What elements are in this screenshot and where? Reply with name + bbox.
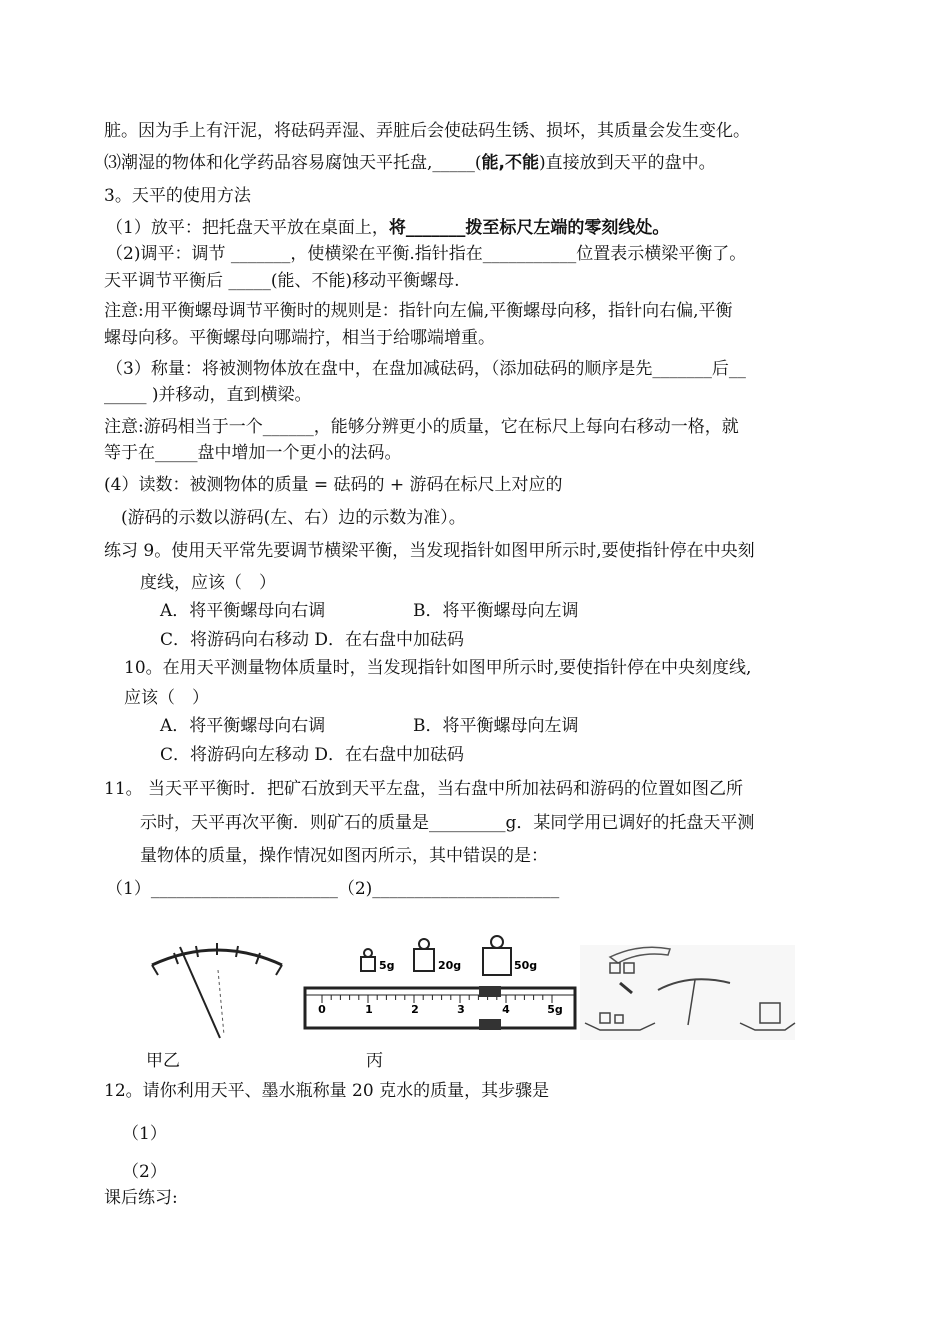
step-place [106, 216, 669, 240]
tick-label: 3 [457, 1003, 465, 1016]
weight-label: 50g [514, 959, 538, 972]
text-line: 示时，天平再次平衡．则矿石的质量是_________g．某同学用已调好的托盘天平测 [140, 813, 755, 833]
weight-label: 5g [379, 959, 395, 972]
text-segment: （1）放平：把托盘天平放在桌面上， [106, 218, 389, 238]
tick-label: 1 [365, 1003, 373, 1016]
weight-20g [414, 939, 461, 972]
note-line: 注意:用平衡螺母调节平衡时的规则是：指针向左偏,平衡螺母向移，指针向右偏,平衡 [104, 301, 733, 321]
option-a: A．将平衡螺母向右调 [160, 716, 326, 736]
text-line: (游码的示数以游码(左、右）边的示数为准）。 [121, 508, 466, 528]
answer-blanks: （1）______________________（2)______________________ [106, 879, 560, 899]
text-line: 天平调节平衡后 _____(能、不能)移动平衡螺母. [104, 271, 460, 291]
rider-bottom [479, 1019, 501, 1030]
question-moisture [104, 151, 716, 175]
homework-heading: 课后练习: [104, 1188, 178, 1208]
tick-label: 5g [547, 1003, 563, 1016]
operation-illustration [580, 945, 795, 1040]
exercise-12: 12。请你利用天平、墨水瓶称量 20 克水的质量，其步骤是 [104, 1081, 550, 1101]
note-line: 注意:游码相当于一个______，能够分辨更小的质量，它在标尺上每向右移动一格，就 [104, 417, 739, 437]
exercise-11: 11。 当天平平衡时．把矿石放到天平左盘，当右盘中所加祛码和游码的位置如图乙所 [104, 779, 744, 799]
step-adjust: （2)调平：调节 _______，使横梁在平衡.指针指在___________位置表示横梁平衡了。 [106, 244, 747, 264]
text-line: 度线，应该（ ） [140, 573, 276, 593]
text-segment: )直接放到天平的盘中。 [539, 153, 716, 173]
balance-figure [140, 935, 820, 1045]
rider-top [479, 986, 501, 997]
section-heading: 3。天平的使用方法 [104, 186, 251, 206]
option-cd: C．将游码向右移动 D．在右盘中加砝码 [160, 630, 465, 650]
step-2: （2） [122, 1162, 167, 1182]
weight-50g [483, 936, 537, 975]
step-read: (4）读数：被测物体的质量 = 砝码的 + 游码在标尺上对应的 [104, 475, 563, 495]
text-line: 量物体的质量，操作情况如图丙所示，其中错误的是： [140, 846, 548, 866]
weight-5g [361, 949, 395, 972]
text-line: 脏。因为手上有汗泥，将砝码弄湿、弄脏后会使砝码生锈、损坏，其质量会发生变化。 [104, 121, 750, 141]
note-line: 螺母向移。平衡螺母向哪端拧，相当于给哪端增重。 [104, 328, 495, 348]
exercise-10: 10。在用天平测量物体质量时，当发现指针如图甲所示时,要使指针停在中央刻度线, [124, 658, 752, 678]
text-line: 应该（ ） [124, 688, 209, 708]
option-b: B．将平衡螺母向左调 [413, 716, 579, 736]
weights-group [361, 936, 537, 975]
ruler-ticks [322, 995, 552, 1003]
text-line: _____ )并移动，直到横梁。 [104, 385, 312, 405]
answer-option: 能,不能 [481, 153, 540, 173]
option-a: A．将平衡螺母向右调 [160, 601, 326, 621]
text-segment: ⑶潮湿的物体和化学药品容易腐蚀天平托盘,_____( [104, 153, 482, 173]
exercise-9: 练习 9。使用天平常先要调节横梁平衡，当发现指针如图甲所示时,要使指针停在中央刻 [104, 541, 755, 561]
weight-label: 20g [438, 959, 462, 972]
option-b: B．将平衡螺母向左调 [413, 601, 579, 621]
pointer-scale-diagram [152, 943, 282, 1038]
note-line: 等于在_____盘中增加一个更小的法码。 [104, 443, 402, 463]
figure-caption-left: 甲乙 [146, 1051, 180, 1071]
tick-label: 2 [411, 1003, 419, 1016]
step-1: （1） [122, 1124, 167, 1144]
bold-instruction: 将_______拨至标尺左端的零刻线处。 [388, 218, 670, 238]
tick-label: 0 [318, 1003, 326, 1016]
step-weigh: （3）称量：将被测物体放在盘中，在盘加减砝码，（添加砝码的顺序是先_______后__ [106, 359, 746, 379]
option-cd: C．将游码向左移动 D．在右盘中加砝码 [160, 745, 465, 765]
tick-label: 4 [502, 1003, 510, 1016]
figure-caption-right: 丙 [366, 1051, 383, 1071]
beam-ruler [305, 986, 575, 1030]
